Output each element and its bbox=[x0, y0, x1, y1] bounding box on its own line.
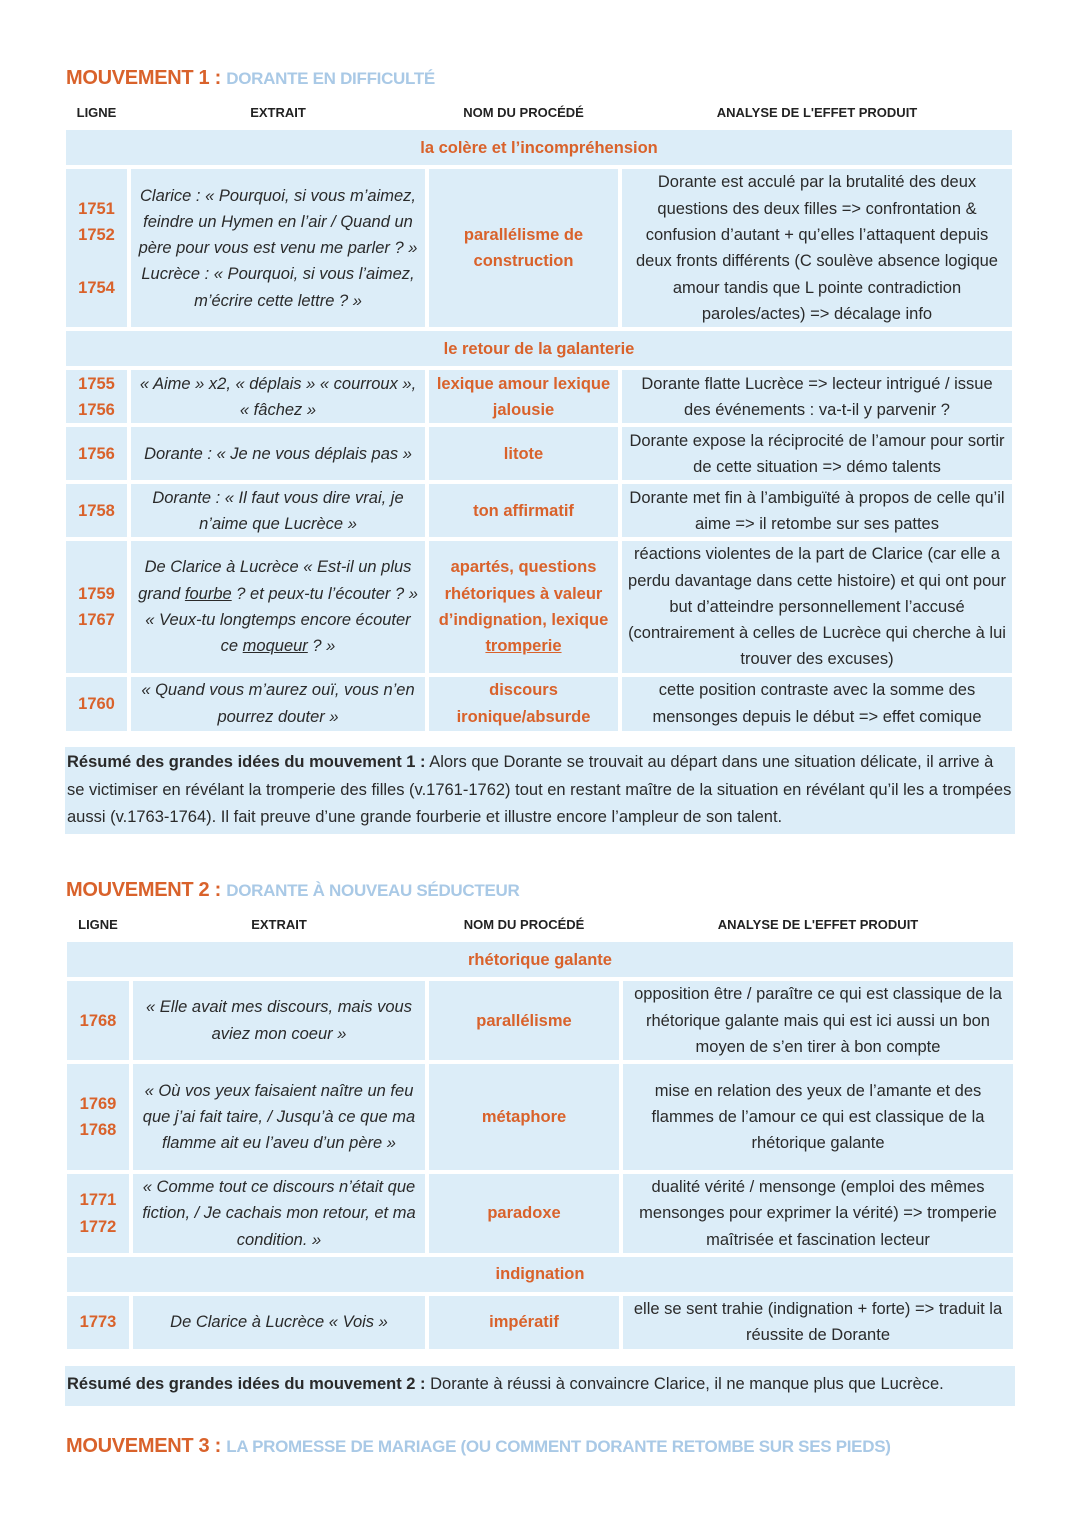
header-ligne: LIGNE bbox=[67, 912, 129, 938]
extract: Dorante : « Il faut vous dire vrai, je n’aime que Lucrèce » bbox=[127, 484, 425, 537]
movement-1-heading bbox=[66, 67, 435, 90]
table-row bbox=[67, 1296, 1013, 1349]
movement-number: MOUVEMENT 2 : bbox=[66, 879, 221, 901]
section-band bbox=[67, 942, 1013, 977]
table-row bbox=[66, 677, 1012, 731]
device: métaphore bbox=[425, 1064, 619, 1170]
line-numbers: 1773 bbox=[67, 1296, 129, 1349]
device: ton affirmatif bbox=[425, 484, 618, 537]
table-row bbox=[66, 370, 1012, 423]
header-extrait: EXTRAIT bbox=[127, 100, 425, 126]
movement-number: MOUVEMENT 3 : bbox=[66, 1435, 221, 1457]
analysis: mise en relation des yeux de l’amante et des flammes de l’amour ce qui est classique de la rhétorique galante bbox=[619, 1064, 1013, 1170]
band-label: rhétorique galante bbox=[67, 942, 1013, 977]
table-row bbox=[66, 541, 1012, 672]
analysis: cette position contraste avec la somme des mensonges depuis le début => effet comique bbox=[618, 677, 1012, 731]
header-ligne: LIGNE bbox=[66, 100, 127, 126]
section-band bbox=[66, 331, 1012, 366]
extract: Clarice : « Pourquoi, si vous m’aimez, feindre un Hymen en l’air / Quand un père pour vous est venu me parler ? » Lucrèce : « Pourquoi, si vous l’aimez, m’écrire cette lettre ? » bbox=[127, 169, 425, 327]
line-numbers: 1768 bbox=[67, 981, 129, 1060]
table-row bbox=[66, 427, 1012, 480]
analysis-table-1 bbox=[66, 96, 1012, 735]
device: litote bbox=[425, 427, 618, 480]
header-analyse: ANALYSE DE L'EFFET PRODUIT bbox=[619, 912, 1013, 938]
analysis: opposition être / paraître ce qui est classique de la rhétorique galante mais qui est ici aussi un bon moyen de s’en tirer à bon compte bbox=[619, 981, 1013, 1060]
device: paradoxe bbox=[425, 1174, 619, 1253]
header-procede: NOM DU PROCÉDÉ bbox=[425, 100, 618, 126]
line-numbers: 1771 1772 bbox=[67, 1174, 129, 1253]
header-analyse: ANALYSE DE L'EFFET PRODUIT bbox=[618, 100, 1012, 126]
section-band bbox=[67, 1257, 1013, 1292]
analysis: Dorante met fin à l’ambiguïté à propos de celle qu’il aime => il retombe sur ses pattes bbox=[618, 484, 1012, 537]
table-row bbox=[67, 1174, 1013, 1253]
table-row bbox=[66, 484, 1012, 537]
table-row bbox=[67, 981, 1013, 1060]
device: apartés, questions rhétoriques à valeur d’indignation, lexique tromperie bbox=[425, 541, 618, 672]
table-row bbox=[67, 1064, 1013, 1170]
analysis-table-2 bbox=[67, 908, 1013, 1353]
band-label: le retour de la galanterie bbox=[66, 331, 1012, 366]
extract: De Clarice à Lucrèce « Est-il un plus grand fourbe ? et peux-tu l’écouter ? » « Veux-tu longtemps encore écouter ce moqueur ? » bbox=[127, 541, 425, 672]
band-label: indignation bbox=[67, 1257, 1013, 1292]
line-numbers: 1760 bbox=[66, 677, 127, 731]
line-numbers: 1755 1756 bbox=[66, 370, 127, 423]
header-procede: NOM DU PROCÉDÉ bbox=[425, 912, 619, 938]
device: discours ironique/absurde bbox=[425, 677, 618, 731]
header-extrait: EXTRAIT bbox=[129, 912, 425, 938]
movement-title: DORANTE EN DIFFICULTÉ bbox=[226, 69, 435, 88]
analysis: Dorante est acculé par la brutalité des deux questions des deux filles => confrontation & confusion d’autant + qu’elles l’attaquent depuis deux fronts différents (C soulève absence logique amour tandis que L pointe contradiction paroles/actes) => décalage info bbox=[618, 169, 1012, 327]
analysis: réactions violentes de la part de Clarice (car elle a perdu davantage dans cette histoire) et qui ont pour but d’atteindre personnellement l’accusé (contrairement à celles de Lucrèce qui cherche à lui trouver des excuses) bbox=[618, 541, 1012, 672]
analysis: Dorante expose la réciprocité de l’amour pour sortir de cette situation => démo talents bbox=[618, 427, 1012, 480]
line-numbers: 1769 1768 bbox=[67, 1064, 129, 1170]
line-numbers: 1756 bbox=[66, 427, 127, 480]
analysis: dualité vérité / mensonge (emploi des mêmes mensonges pour exprimer la vérité) => tromperie maîtrisée et fascination lecteur bbox=[619, 1174, 1013, 1253]
device: parallélisme bbox=[425, 981, 619, 1060]
extract: « Comme tout ce discours n’était que fiction, / Je cachais mon retour, et ma condition. » bbox=[129, 1174, 425, 1253]
band-label: la colère et l’incompréhension bbox=[66, 130, 1012, 165]
table-header bbox=[66, 100, 1012, 126]
movement-title: DORANTE À NOUVEAU SÉDUCTEUR bbox=[226, 881, 520, 900]
movement-title: LA PROMESSE DE MARIAGE (OU COMMENT DORANTE RETOMBE SUR SES PIEDS) bbox=[226, 1437, 891, 1456]
summary-2: Résumé des grandes idées du mouvement 2 : Dorante à réussi à convaincre Clarice, il ne manque plus que Lucrèce. bbox=[65, 1366, 1015, 1406]
line-numbers: 1758 bbox=[66, 484, 127, 537]
table-header bbox=[67, 912, 1013, 938]
table-row bbox=[66, 169, 1012, 327]
extract: De Clarice à Lucrèce « Vois » bbox=[129, 1296, 425, 1349]
extract: « Où vos yeux faisaient naître un feu que j’ai fait taire, / Jusqu’à ce que ma flamme ait eu l’aveu d’un père » bbox=[129, 1064, 425, 1170]
analysis: Dorante flatte Lucrèce => lecteur intrigué / issue des événements : va-t-il y parvenir ? bbox=[618, 370, 1012, 423]
extract: « Aime » x2, « déplais » « courroux », « fâchez » bbox=[127, 370, 425, 423]
line-numbers: 1751 1752 1754 bbox=[66, 169, 127, 327]
movement-2-heading bbox=[66, 879, 519, 902]
movement-number: MOUVEMENT 1 : bbox=[66, 67, 221, 89]
movement-3-heading bbox=[66, 1435, 891, 1458]
summary-1: Résumé des grandes idées du mouvement 1 : Alors que Dorante se trouvait au départ dans une situation délicate, il arrive à se victimiser en révélant la tromperie des filles (v.1761-1762) tout en restant maître de la situation en révélant qu’il les a trompées aussi (v.1763-1764). Il fait preuve d’une grande fourberie et illustre encore l’ampleur de son talent. bbox=[65, 747, 1015, 834]
extract: « Quand vous m’aurez ouï, vous n’en pourrez douter » bbox=[127, 677, 425, 731]
analysis: elle se sent trahie (indignation + forte) => traduit la réussite de Dorante bbox=[619, 1296, 1013, 1349]
device: impératif bbox=[425, 1296, 619, 1349]
extract: Dorante : « Je ne vous déplais pas » bbox=[127, 427, 425, 480]
extract: « Elle avait mes discours, mais vous aviez mon coeur » bbox=[129, 981, 425, 1060]
device: parallélisme de construction bbox=[425, 169, 618, 327]
device: lexique amour lexique jalousie bbox=[425, 370, 618, 423]
line-numbers: 1759 1767 bbox=[66, 541, 127, 672]
section-band bbox=[66, 130, 1012, 165]
